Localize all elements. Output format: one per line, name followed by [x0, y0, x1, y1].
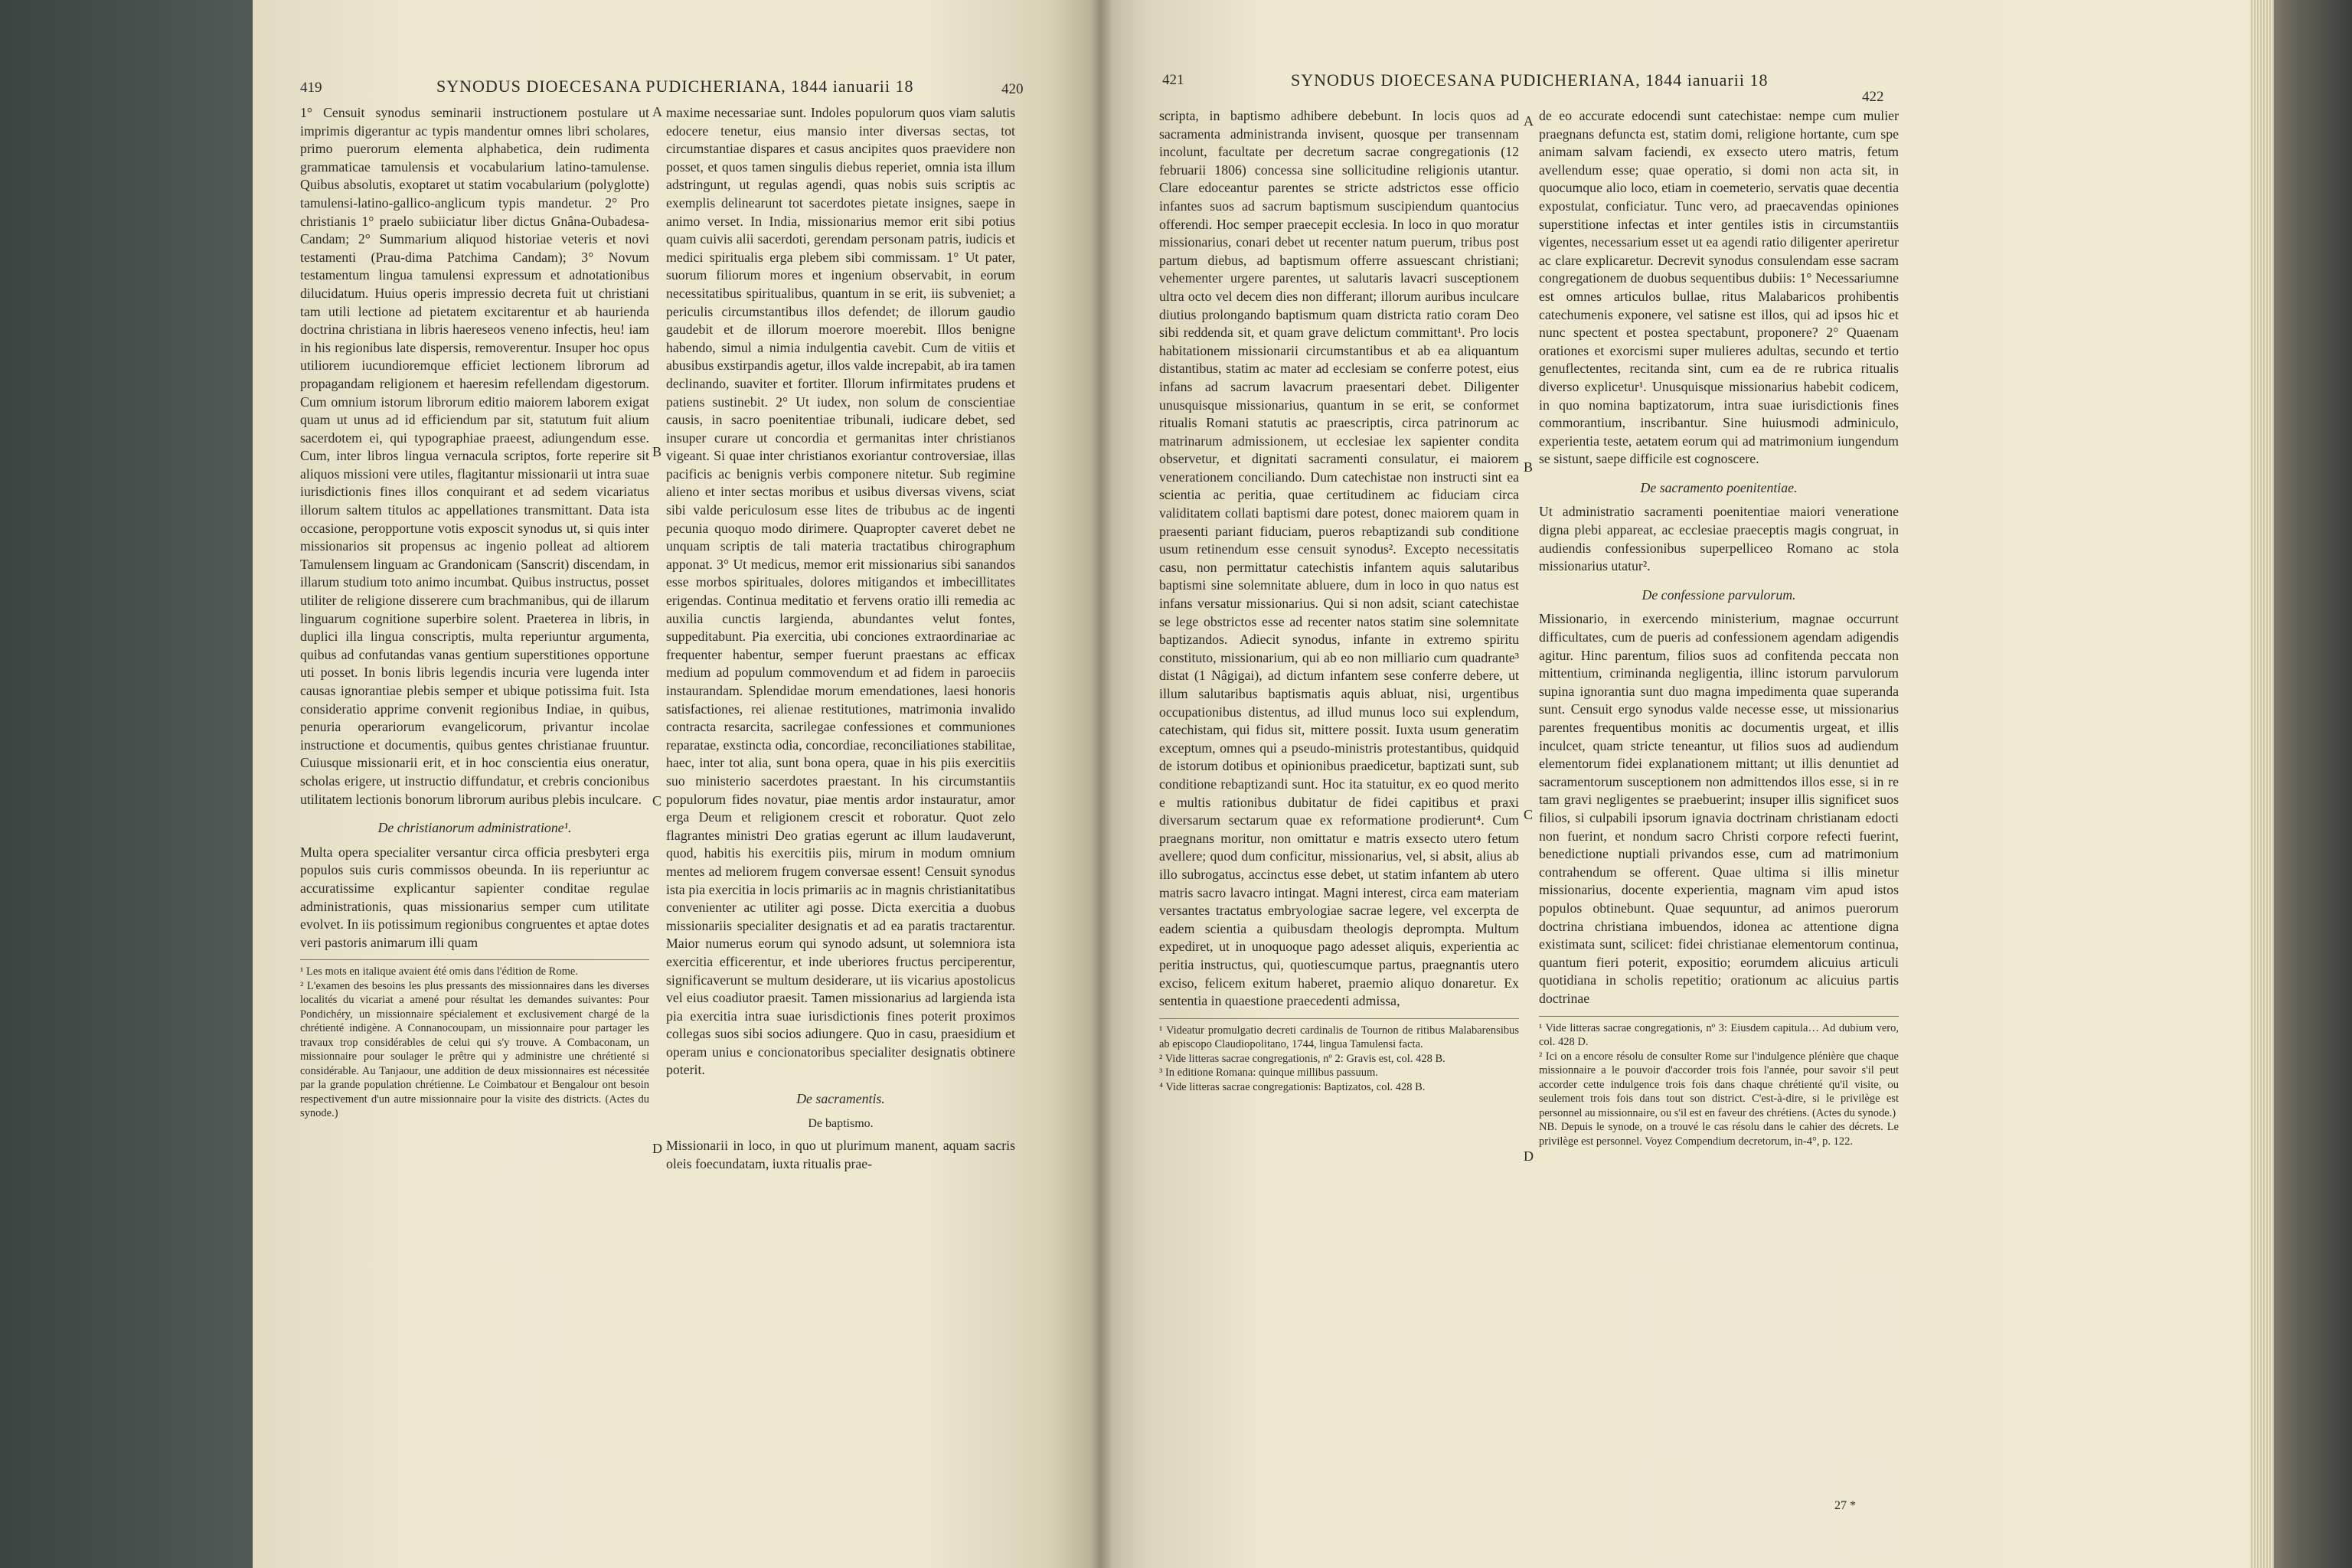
- margin-marker-d: D: [1524, 1148, 1534, 1164]
- section-heading: De confessione parvulorum.: [1642, 586, 1796, 603]
- footnotes: [300, 959, 649, 1121]
- column-text: Multa opera specialiter versantur circa officia presbyteri erga populos suis curis commissos obeunda. In iis reperiuntur ac accuratissime explicantur sapienter conditae regulae administrationis, quas missionarius semper cum utilitate evolvet. In iis potissimum regionibus congruentes et aptae dotes veri pastoris animarum illi quam: [300, 844, 649, 950]
- margin-marker-c: C: [1524, 807, 1534, 822]
- right-page: [1101, 0, 2249, 1568]
- page-edges: [2249, 0, 2274, 1568]
- footnote: ¹ Les mots en italique avaient été omis dans l'édition de Rome.: [300, 965, 578, 978]
- right-running-head: SYNODUS DIOECESANA PUDICHERIANA, 1844 ianuarii 18: [1291, 70, 1769, 90]
- section-heading: De sacramento poenitentiae.: [1640, 479, 1798, 495]
- right-page-column-a: [1159, 107, 1519, 1508]
- section-subheading: De baptismo.: [808, 1116, 874, 1130]
- left-page-column-a: [300, 104, 649, 1513]
- footnote: ⁴ Vide litteras sacrae congregationis: Baptizatos, col. 428 B.: [1159, 1080, 1426, 1093]
- column-text: maxime necessariae sunt. Indoles populorum quos viam salutis edocere tenetur, eius mansio inter diversas sectas, tot circumstantiae dispares et casus ancipites quos praevidere non posset, et quos tamen singulis diebus reperiet, omnia ista illum adstringunt, ut regulas agendi, quas nobis suis scriptis ac exemplis delinearunt tot sacerdotes pietate insignes, saepe in animo verset. In India, missionarius memor erit sibi potius quam cuivis alii sacerdoti, gerendam personam patris, iudicis et medici spiritualis erga plebem sibi commissam. 1° Ut pater, suorum filiorum mores et ingenium observabit, in eorum necessitatibus spiritualibus, quantum in se erit, iis subveniet; a periculis circumstantibus illos defendet; de illorum gaudio gaudebit et de illorum moerore moerebit. Illos benigne habendo, simul a nimia indulgentia cavebit. Cum de vitiis et abusibus exstirpandis agetur, illos valde increpabit, ab ira tamen declinando, suaviter et fortiter. Illorum infirmitates prudens et patiens sustinebit. 2° Ut iudex, non solum de conscientiae causis, in sacro poenitentiae tribunali, iudicare debet, sed insuper curare ut concordia et germanitas inter christianos vigeant. Si quae inter christianos exoriantur controversiae, illas pacificis ac benignis verbis componere nitetur. Sub regimine alieno et inter sectas moribus et usibus diversas vivens, sciat sibi valde periculosum esse lites de tribubus ac de ingenti pecunia quoquo modo dirimere. Quapropter caveret debet ne unquam scriptis de tali materia tractatibus chirographum apponat. 3° Ut medicus, memor erit missionarius sibi sanandos esse morbos spirituales, dolores mitigandos et imbecillitates erigendas. Continua meditatio et fervens oratio illi remedia ac auxilia cunctis largienda, abundantes velut fontes, suppeditabunt. Pia exercitia, ubi conciones extraordinariae ac frequenter habentur, semper fuerunt praestans ac efficax medium ad populum commovendum et ad fidem in paroeciis instaurandam. Splendidae morum emendationes, laesi honoris satisfactiones, rei alienae restitutiones, matrimonia invalido contracta resarcita, sacrilegae confessiones et communiones reparatae, exstincta odia, concordiae, reconciliationes stabilitae, haec, inter tot alia, sunt bona opera, quae in his piis exercitiis suo ministerio sacerdotes praestant. In his circumstantiis populorum fides novatur, piae mentis ardor instauratur, amor erga Deum et religionem crescit et roboratur. Quot zelo flagrantes ministri Deo gratias egerunt ac illum laudaverunt, quod, habitis his exercitiis piis, mirum in modum omnium mentes ad meliorem frugem conversae essent! Censuit synodus ista pia exercitia in locis primariis ac in magnis christianitatibus convenienter ac utiliter agi posse. Dicta exercitia a duobus missionariis specialiter designatis et ad ea paratis tractarentur. Maior numerus eorum qui synodo adsunt, ut solemniora ista exercitia efficerentur, et inde uberiores fructus perciperentur, significaverunt se multum desiderare, ut iis vicarius apostolicus vel eius coadiutor praesit. Tamen missionarius ad largienda ista pia exercitia intra suae iurisdictionis fines poterit proximos collegas suos sibi socios adiungere. Quo in casu, praesidium et operam unius e concionatoribus specialiter designatis obtinere poterit.: [666, 105, 1015, 1078]
- margin-marker-a: A: [652, 104, 662, 119]
- footnote: ¹ Vide litteras sacrae congregationis, nº 3: Eiusdem capitula… Ad dubium vero, col. 428 D.: [1539, 1021, 1899, 1048]
- section-heading: De sacramentis.: [796, 1091, 885, 1107]
- footnotes: [1159, 1018, 1519, 1095]
- column-text: Ut administratio sacramenti poenitentiae maiori veneratione digna plebi appareat, ac ecclesiae praeceptis magis congruat, in audiendis confessionibus superpelliceo Romano ac stola missionarius utatur².: [1539, 504, 1899, 574]
- footnote: ² Vide litteras sacrae congregationis, nº 2: Gravis est, col. 428 B.: [1159, 1052, 1446, 1065]
- page-number-420: 420: [1001, 81, 1024, 97]
- column-text: Missionarii in loco, in quo ut plurimum manent, aquam sacris oleis foecundatam, iuxta ritualis prae-: [666, 1138, 1015, 1171]
- signature-mark: 27 *: [1834, 1499, 1856, 1512]
- column-text: 1° Censuit synodus seminarii instructionem postulare ut imprimis digerantur ac typis mandentur omnes libri scholares, primo puerorum elementa alphabetica, dein rudimenta grammaticae tamulensis et vocabularium latino-tamulense. Quibus absolutis, exoptaret ut statim vocabularium (polyglotte) tamulensi-latino-gallico-anglicum typis mandetur. 2° Pro christianis 1° praelo subiiciatur liber dictus Gnâna-Oubadesa-Candam; 2° Summarium aliquod historiae veteris et novi testamenti (Prau-dima Patchima Candam); 3° Novum testamentum lingua tamulensi expressum et adnotationibus dilucidatum. Huius operis impressio decreta fuit ut christiani tam utili lectione ad pietatem excitarentur et ab haurienda doctrina christiana in libris haereseos veneno infectis, heu! iam in his regionibus late dispersis, removerentur. Insuper hoc opus utiliorem iucundioremque efficiet lectionem librorum ad propagandam religionem et haeresim refellendam digestorum. Cum omnium istorum librorum editio maiorem laborem exigat quam ut unus ad id efficiendum par sit, statutum fuit alium sacerdotem ei, qui typographiae praeest, adiungendum esse. Cum, inter libros lingua vernacula scriptos, forte reperire sit aliquos missioni vere utiles, flagitantur missionarii ut intra suae iurisdictionis fines illos conquirant et ad sedem vicariatus illorum saltem titulos ac appellationes transmittant. Data ista occasione, peropportune votis exposcit synodus ut, si quis inter missionarios sit propensus ac ingenio polleat ad altiorem Tamulensem linguam ac Grandonicam (Sanscrit) discendam, in illarum studium toto animo incumbat. Quibus instructus, posset utiliter de religione disserere cum brachmanibus, qui de illarum linguarum cognitione superbire solent. Praeterea in libris, in duplici illa lingua conscriptis, multa reperiuntur argumenta, quibus ad confutandas vanas gentium superstitiones opportune uti posset. In bonis libris legendis incuria vere lugenda inter causas ignorantiae plebis semper et ubique potissima fuit. Ista consideratio apprime convenit regionibus Indiae, in quibus, penuria operariorum evangelicorum, privantur incolae instructione et documentis, quibus gentes christianae fruuntur. Cuiusque missionarii erit, et in hoc conscientia eius oneratur, scholas erigere, ut instructio diffundatur, et crebris concionibus utilitatem lectionis bonorum librorum auribus plebis inculcare.: [300, 105, 649, 807]
- left-page: [253, 0, 1101, 1568]
- margin-marker-b: B: [652, 444, 662, 459]
- column-text: Missionario, in exercendo ministerium, magnae occurrunt difficultates, cum de pueris ad confessionem agendam adigendis agitur. Hinc parentum, filios suos ad confitenda peccata non mittentium, criminanda negligentia, illinc istorum parvulorum supina ignorantia sunt duo magna impedimenta quae superanda sunt. Censuit ergo synodus valde necesse esse, ut missionarius parentes frequentibus monitis ac documentis urgeat, et illis inculcet, quam stricte teneantur, ut filios suos ad audiendum elementorum fidei explanationem mittant; ut illis denuntiet ad sacramentorum susceptionem non admittendos illos esse, si in re tam gravi negligentes se praebuerint; insuper illis significet suos filios, si culpabili ipsorum ignavia doctrinam christianam edocti non fuerint, et nondum sacro Christi corpore refecti fuerint, benedictione nuptiali privandos esse, cum ad matrimonium contrahendum se offerent. Quae ultima si illis minetur missionarius, docente experientia, magnam vim apud istos populos obtinebunt. Quae sequuntur, ad animos puerorum doctrina christiana imbuendos, idonea ac attentione digna existimata sunt, scilicet: fidei christianae elementorum continua, quantum fieri poterit, expositio; eorumdem alicuius articuli quotidiana in scholis repetitio; orationum ac alicuius partis doctrinae: [1539, 611, 1899, 1006]
- page-number-419: 419: [300, 80, 322, 96]
- column-text: scripta, in baptismo adhibere debebunt. In locis quos ad sacramenta administranda invisent, quosque per transennam incolunt, facultate per decretum sacrae congregationis (12 februarii 1806) concessa sine sollicitudine religionis utantur. Clare edoceantur parentes se stricte adstrictos esse officio infantes suos ad sacrum baptismum suscipiendum quantocius offerendi. Hoc semper praecepit ecclesia. In loco in quo moratur missionarius, conari debet ut recenter natum puerum, tribus post partum diebus, ad baptismum offerre assuescant christiani; vehementer urgere parentes, ut salutaris lavacri susceptionem ultra octo vel decem dies non differant; illorum auribus inculcare diutius prolongando baptismum quam districta ratio coram Deo sibi reddenda sit, et quam grave delictum committant¹. Pro locis habitationem missionarii circumstantibus et ab ea aliquantum distantibus, statim ac mater ad ecclesiam se conferre potest, eius infans ad sacrum lavacrum praesentari debet. Diligenter unusquisque missionarius, quantum in se erit, se conformet ritualis Romani statutis ac praescriptis, circa patrinorum ac matrinarum admissionem, ut ecclesiae lex sapienter condita observetur, et dignitati sacramenti consulatur, ei maiorem venerationem conciliando. Dum catechistae non instructi sint ea scientia ac peritia, quae certitudinem ac fiduciam circa validitatem collati baptismi dare potest, donec maiorem quam in praesenti pariant fiduciam, pueros rebaptizandi sub conditione usum retinendum esse censuit synodus². Excepto necessitatis casu, non permittatur catechistis infantem aquis salutaribus baptismi sine solemnitate abluere, dum in loco in quo natus est infans versatur missionarius. Qui si non adsit, sciant catechistae se lege obstrictos esse ad recenter natos statim sine solemnitate baptizandos. Adiecit synodus, infante in extremo spiritu constituto, missionarium, qui ab eo non milliario cum quadrante³ distat (1 Nâgigai), ad dictum infantem sese conferre debere, ut illum salutaribus baptismatis aquis abluat, nisi, urgentibus occupationibus distentus, ad illud munus loco sui explendum, catechistam, qui fidus sit, mittere possit. Iuxta usum generatim exceptum, omnes qui a pseudo-ministris protestantibus, quidquid de istorum dotibus et opinionibus praedicetur, baptizati sunt, sub conditione rebaptizandi sunt. Hoc ita statuitur, ex eo quod merito e multis rationibus dubitatur de fidei capitibus et praxi diversarum sectarum quae ex reformatione prodierunt⁴. Cum praegnans moritur, non omittatur e matris exsecto utero fetum avellere; quod dum conficitur, missionarius, vel, si absit, alius ab illo subrogatus, accinctus esse debet, ut statim infantem ab utero matris sacro lavacro intingat. Magni interest, circa eam materiam versantes tractatus embryologiae sacrae legere, vel excerpta de eadem scientia a quibusdam theologis deprompta. Multum expediret, ut in unoquoque pago adesset aliquis, experientia ac peritia instructus, qui, quotiescumque partus, praegnantis utero exciso, felicem exitum haberet, praemio aliquo donaretur. Ex sententia in quaestione praecedenti admissa,: [1159, 108, 1519, 1009]
- book-gutter: [1090, 0, 1113, 1568]
- left-page-column-b: [666, 104, 1015, 1513]
- page-number-421: 421: [1162, 72, 1184, 88]
- section-heading: De christianorum administratione¹.: [377, 820, 572, 836]
- footnotes: [1539, 1016, 1899, 1149]
- footnote: ² Ici on a encore résolu de consulter Rome sur l'indulgence plénière que chaque missionnaire a le pouvoir d'accorder trois fois l'année, pour savoir s'il peut accorder cette indulgence trois fois dans chaque chrétienté qu'il visite, ou seulement trois fois dans tout son district. C'est-à-dire, si le privilège est personnel au missionnaire, ou s'il est en faveur des chrétiens. (Actes du synode.): [1539, 1050, 1899, 1119]
- column-text: de eo accurate edocendi sunt catechistae: nempe cum mulier praegnans defuncta est, statim domi, religione hortante, cum spe animam salvam faciendi, ex exsecto utero matris, fetum avellendum esse; quae operatio, si domi non acta sit, in quocumque alio loco, etiam in coemeterio, servatis quae decentia expostulat, conficiatur. Tunc vero, ad praecavendas opiniones superstitione infectas et inter gentiles istis in circumstantiis vigentes, necessarium esset ut ea agendi ratio diligenter aperiretur ac clare explicaretur. Decrevit synodus consulendam esse sacram congregationem de duobus sequentibus dubiis: 1° Necessariumne est omnes articulos bullae, ritus Malabaricos prohibentis catechumenis exponere, vel satisne est illos, qui ad ipsos hic et nunc spectent et postea spectabunt, proponere? 2° Quaenam orationes et exorcismi super mulieres adultas, secundo et tertio genuflectentes, recitanda sint, cum ea de re rubrica ritualis diverso explicetur¹. Unusquisque missionarius habebit codicem, in quo nomina baptizatorum, intra suae iurisdictionis fines commorantium, inscribantur. Sine huiusmodi adminiculo, experientia teste, aetatem eorum qui ad matrimonium iungendum se sistunt, saepe difficile est cognoscere.: [1539, 108, 1899, 467]
- right-page-column-b: [1539, 107, 1899, 1470]
- page-number-422: 422: [1862, 89, 1884, 105]
- table-background-left: [0, 0, 253, 1568]
- left-running-head: SYNODUS DIOECESANA PUDICHERIANA, 1844 ianuarii 18: [436, 77, 914, 96]
- footnote: ² L'examen des besoins les plus pressants des missionnaires dans les diverses localités du vicariat a amené pour résultat les demandes suivantes: Pour Pondichéry, un missionnaire spécialement et exclusivement chargé de la chrétienté indigène. A Connanocoupam, un missionnaire pour partager les travaux trop considérables de celui qui s'y trouve. A Combaconam, un missionnaire pour soulager le prêtre qui y administre une chrétienté si considérable. Au Tanjaour, une addition de deux missionnaires est nécessitée par la grande population chrétienne. Le Coimbatour et Bengalour ont besoin respectivement d'un autre missionnaire pour la visite des districts. (Actes du synode.): [300, 979, 649, 1120]
- footnote: ¹ Videatur promulgatio decreti cardinalis de Tournon de ritibus Malabarensibus ab episcopo Claudiopolitano, 1744, lingua Tamulensi facta.: [1159, 1024, 1519, 1051]
- footnote: NB. Depuis le synode, on a trouvé le cas résolu dans le cahier des décrets. Le privilège est personnel. Voyez Compendium decretorum, in-4°, p. 122.: [1539, 1121, 1899, 1148]
- footnote: ³ In editione Romana: quinque millibus passuum.: [1159, 1067, 1378, 1080]
- margin-marker-d: D: [652, 1141, 662, 1156]
- margin-marker-a: A: [1524, 113, 1534, 129]
- margin-marker-b: B: [1524, 459, 1534, 475]
- margin-marker-c: C: [652, 793, 662, 808]
